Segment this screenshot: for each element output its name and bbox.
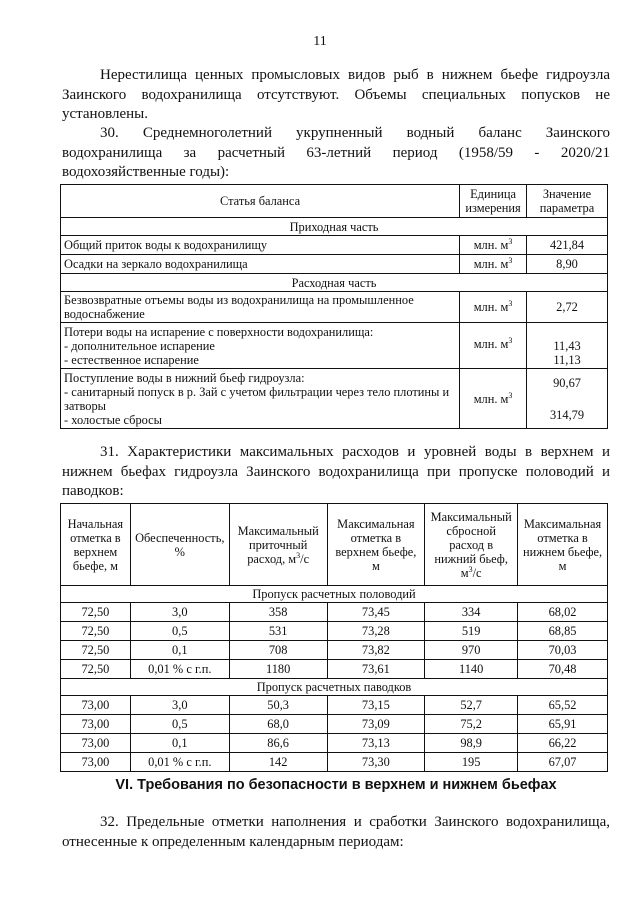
cell: 65,91 <box>518 715 608 734</box>
cell: 73,00 <box>61 715 131 734</box>
cell: 73,00 <box>61 734 131 753</box>
item-32-paragraph: 32. Предельные отметки наполнения и сработки Заинского водохранилища, отнесенные к определенным календарным периодам: <box>62 814 610 850</box>
row-label: Потери воды на испарение с поверхности водохранилища: - дополнительное испарение - естественное испарение <box>61 323 460 369</box>
row-unit: млн. $м^3$ <box>460 292 527 323</box>
table-row <box>61 255 608 274</box>
cell: 358 <box>229 603 327 622</box>
table-header-row <box>61 504 608 586</box>
section-income: Приходная часть <box>61 218 608 236</box>
row-label: Поступление воды в нижний бьеф гидроузла: - санитарный попуск в р. Зай с учетом фильтрации через тело плотины и затворы - холостые сбросы <box>61 369 460 429</box>
cell: 334 <box>425 603 518 622</box>
cell: 0,01 % с г.п. <box>130 660 229 679</box>
table-row <box>61 753 608 772</box>
row-value: 90,67 314,79 <box>527 369 608 429</box>
table-row <box>61 603 608 622</box>
section-heading: VI. Требования по безопасности в верхнем и нижнем бьефах <box>115 777 557 793</box>
header-value: Значение параметра <box>527 185 608 218</box>
table-row <box>61 641 608 660</box>
row-unit: млн. $м^3$ <box>460 236 527 255</box>
cell: 73,13 <box>327 734 425 753</box>
cell: 70,48 <box>518 660 608 679</box>
water-balance-table <box>60 184 608 429</box>
cell: 970 <box>425 641 518 660</box>
cell: 73,82 <box>327 641 425 660</box>
row-value: 11,43 11,13 <box>527 323 608 369</box>
row-unit: млн. $м^3$ <box>460 369 527 429</box>
cell: 0,01 % с г.п. <box>130 753 229 772</box>
header-max-discharge: Максимальный сбросной расход в нижний бьеф, $м^3/с$ <box>425 504 518 586</box>
row-label: Безвозвратные отъемы воды из водохранилища на промышленное водоснабжение <box>61 292 460 323</box>
page-number: 11 <box>313 34 327 49</box>
header-max-upper-level: Максимальная отметка в верхнем бьефе, м <box>327 504 425 586</box>
cell: 0,5 <box>130 715 229 734</box>
row-unit: млн. $м^3$ <box>460 255 527 274</box>
cell: 73,45 <box>327 603 425 622</box>
cell: 52,7 <box>425 696 518 715</box>
cell: 3,0 <box>130 603 229 622</box>
cell: 73,15 <box>327 696 425 715</box>
max-discharge-table <box>60 503 608 772</box>
cell: 708 <box>229 641 327 660</box>
cell: 73,00 <box>61 696 131 715</box>
table-row <box>61 715 608 734</box>
table-row <box>61 323 608 369</box>
cell: 72,50 <box>61 641 131 660</box>
cell: 195 <box>425 753 518 772</box>
intro-paragraph: Нерестилища ценных промысловых видов рыб в нижнем бьефе гидроузла Заинского водохранилища отсутствуют. Объемы специальных попусков не установлены. <box>62 67 610 122</box>
cell: 0,1 <box>130 641 229 660</box>
table-header-row <box>61 185 608 218</box>
table-row <box>61 734 608 753</box>
section-freshets: Пропуск расчетных паводков <box>61 679 608 696</box>
cell: 86,6 <box>229 734 327 753</box>
cell: 0,1 <box>130 734 229 753</box>
cell: 68,02 <box>518 603 608 622</box>
section-floods: Пропуск расчетных половодий <box>61 586 608 603</box>
row-value: 8,90 <box>527 255 608 274</box>
cell: 50,3 <box>229 696 327 715</box>
cell: 73,30 <box>327 753 425 772</box>
cell: 1140 <box>425 660 518 679</box>
cell: 65,52 <box>518 696 608 715</box>
header-max-lower-level: Максимальная отметка в нижнем бьефе, м <box>518 504 608 586</box>
header-article: Статья баланса <box>61 185 460 218</box>
cell: 98,9 <box>425 734 518 753</box>
table-row <box>61 369 608 429</box>
row-value: 421,84 <box>527 236 608 255</box>
cell: 68,85 <box>518 622 608 641</box>
cell: 0,5 <box>130 622 229 641</box>
cell: 73,09 <box>327 715 425 734</box>
cell: 68,0 <box>229 715 327 734</box>
cell: 3,0 <box>130 696 229 715</box>
cell: 531 <box>229 622 327 641</box>
table-row <box>61 622 608 641</box>
item-30-paragraph: 30. Среднемноголетний укрупненный водный баланс Заинского водохранилища за расчетный 63-летний период (1958/59 - 2020/21 водохозяйственные годы): <box>62 125 610 180</box>
cell: 1180 <box>229 660 327 679</box>
cell: 72,50 <box>61 622 131 641</box>
cell: 67,07 <box>518 753 608 772</box>
cell: 66,22 <box>518 734 608 753</box>
row-unit: млн. $м^3$ <box>460 323 527 369</box>
header-max-inflow: Максимальный приточный расход, $м^3/с$ <box>229 504 327 586</box>
cell: 142 <box>229 753 327 772</box>
cell: 72,50 <box>61 660 131 679</box>
row-value: 2,72 <box>527 292 608 323</box>
cell: 519 <box>425 622 518 641</box>
cell: 75,2 <box>425 715 518 734</box>
header-unit: Единица измерения <box>460 185 527 218</box>
cell: 73,00 <box>61 753 131 772</box>
cell: 72,50 <box>61 603 131 622</box>
cell: 73,28 <box>327 622 425 641</box>
cell: 73,61 <box>327 660 425 679</box>
header-probability: Обеспеченность, % <box>130 504 229 586</box>
row-label: Осадки на зеркало водохранилища <box>61 255 460 274</box>
header-initial-level: Начальная отметка в верхнем бьефе, м <box>61 504 131 586</box>
table-row <box>61 292 608 323</box>
cell: 70,03 <box>518 641 608 660</box>
table-row <box>61 236 608 255</box>
row-label: Общий приток воды к водохранилищу <box>61 236 460 255</box>
table-row <box>61 660 608 679</box>
section-expense: Расходная часть <box>61 274 608 292</box>
item-31-paragraph: 31. Характеристики максимальных расходов и уровней воды в верхнем и нижнем бьефах гидроузла Заинского водохранилища при пропуске половодий и паводков: <box>62 444 610 499</box>
table-row <box>61 696 608 715</box>
